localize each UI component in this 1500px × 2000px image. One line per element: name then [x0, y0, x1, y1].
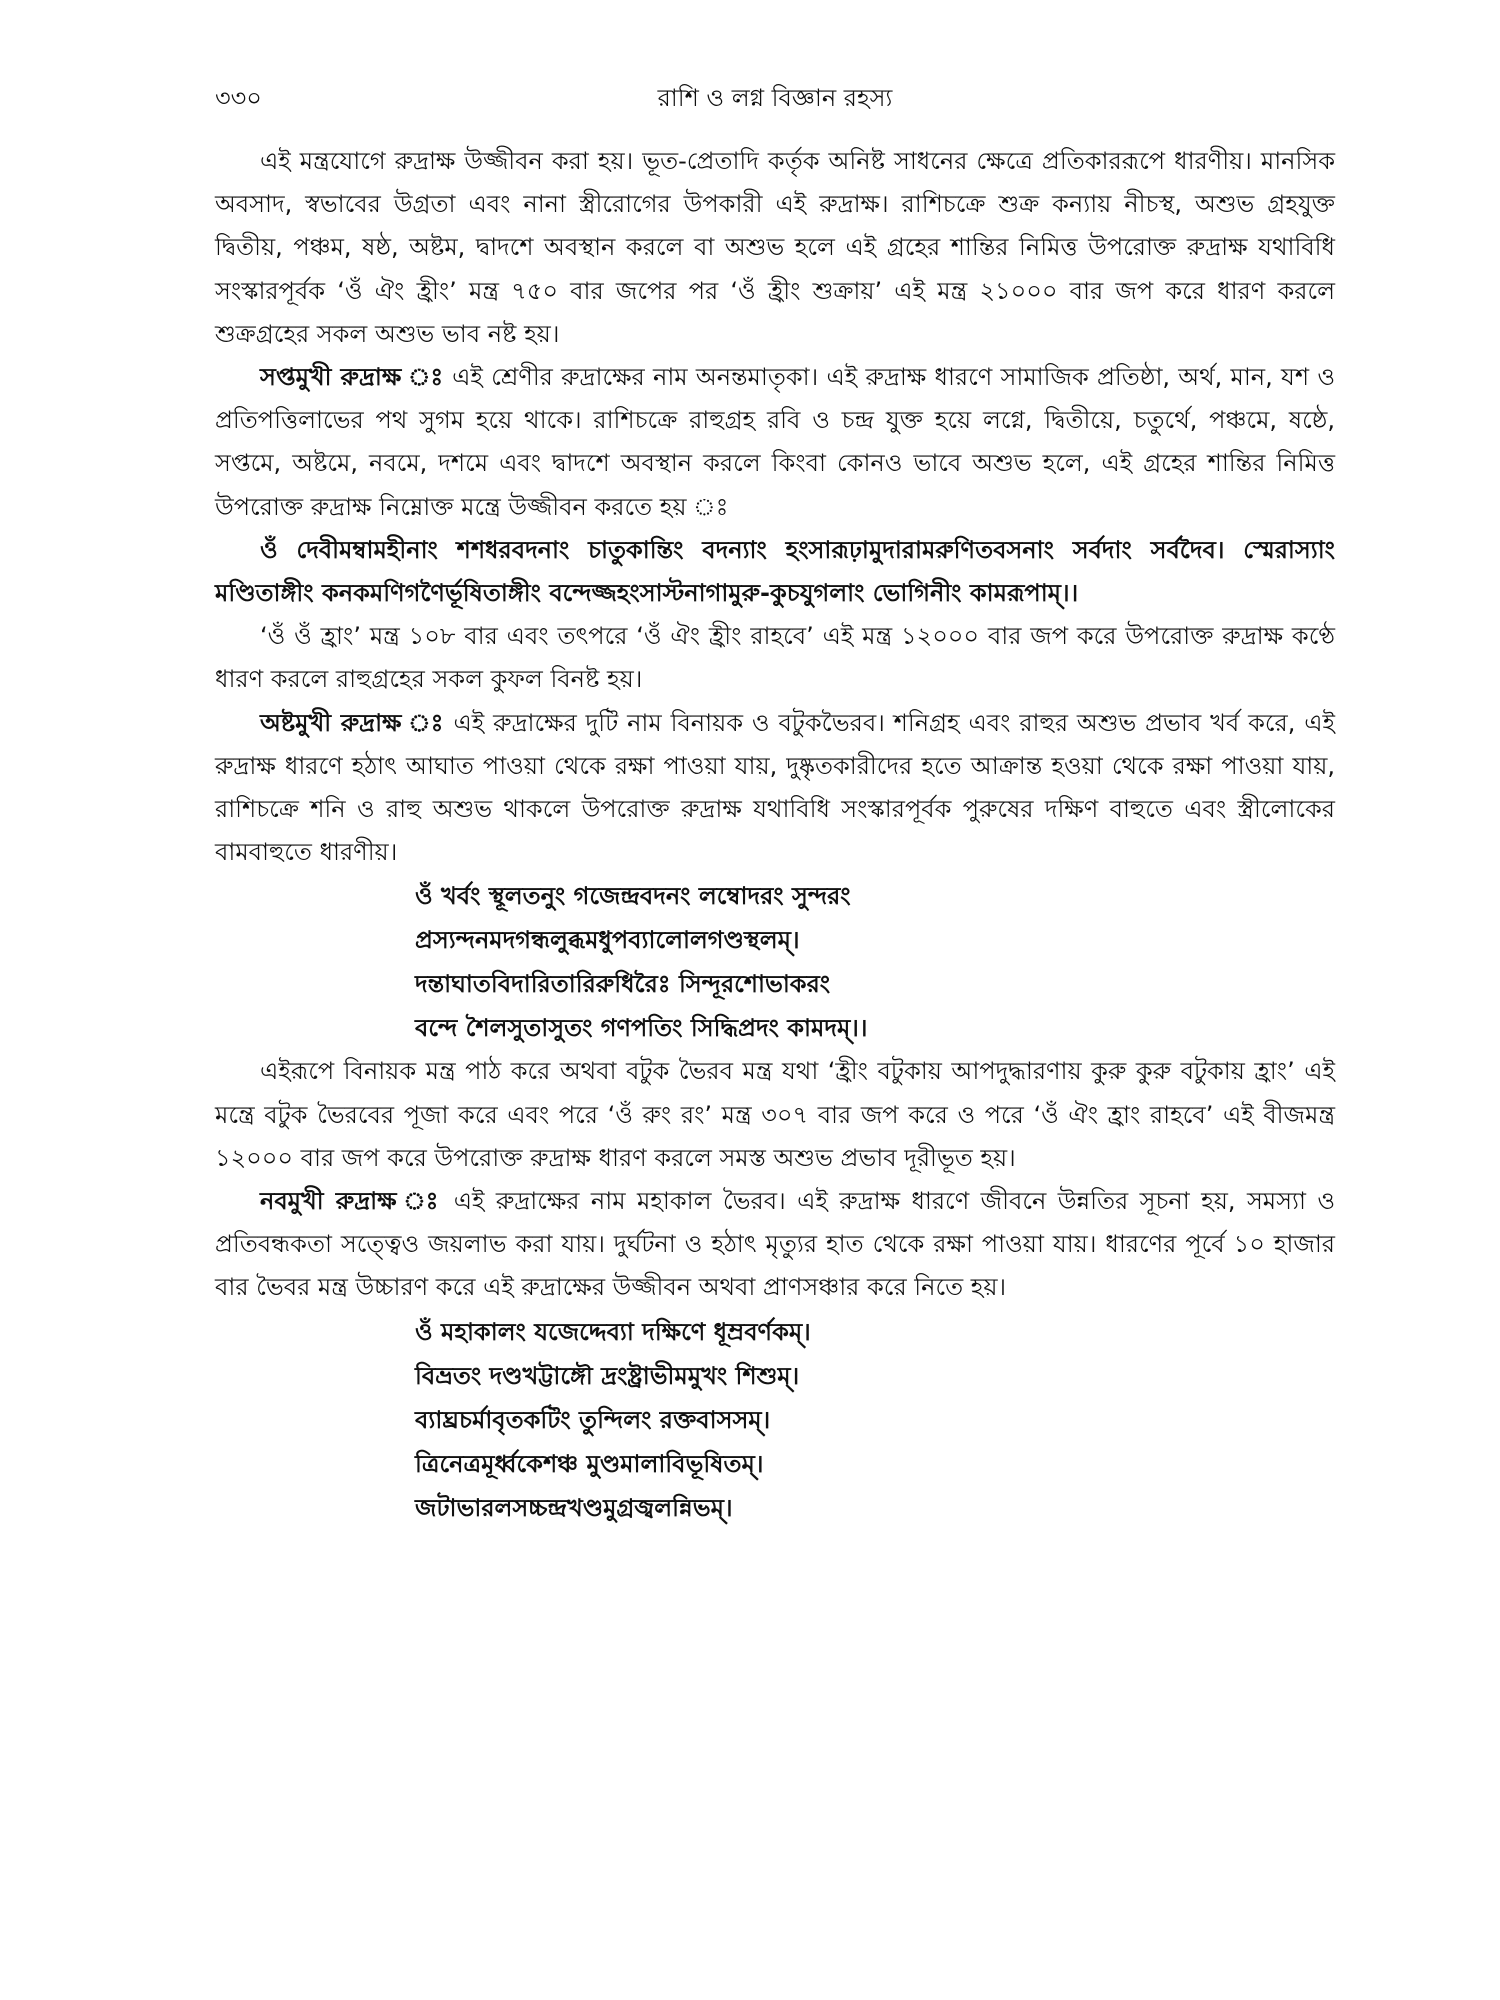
verse-line: প্রস্যন্দনমদগন্ধলুব্ধমধুপব্যালোলগণ্ডস্থলম্।: [415, 926, 800, 955]
section-text: এই শ্রেণীর রুদ্রাক্ষের নাম অনন্তমাতৃকা। এই রুদ্রাক্ষ ধারণে সামাজিক প্রতিষ্ঠা, অর্থ, মান, যশ ও প্রতিপত্তিলাভের পথ সুগম হয়ে থাকে। রাশিচক্রে রাহুগ্রহ রবি ও চন্দ্র যুক্ত হয়ে লগ্নে, দ্বিতীয়ে, চতুর্থে, পঞ্চমে, ষষ্ঠে, সপ্তমে, অষ্টমে, নবমে, দশমে এবং দ্বাদশে অবস্থান করলে কিংবা কোনও ভাবে অশুভ হলে, এই গ্রহের শান্তির নিমিত্ত উপরোক্ত রুদ্রাক্ষ নিম্নোক্ত মন্ত্রে উজ্জীবন করতে হয় ঃ: [215, 363, 1335, 521]
paragraph-rahu: ‘ওঁ ওঁ হ্রাং’ মন্ত্র ১০৮ বার এবং তৎপরে ‘ওঁ ঐং হ্রীং রাহবে’ এই মন্ত্র ১২০০০ বার জপ করে উপরোক্ত রুদ্রাক্ষ কণ্ঠে ধারণ করলে রাহুগ্রহের সকল কুফল বিনষ্ট হয়।: [215, 622, 1335, 694]
page-number: ৩৩০: [215, 84, 262, 112]
paragraph-intro: এই মন্ত্রযোগে রুদ্রাক্ষ উজ্জীবন করা হয়। ভূত-প্রেতাদি কর্তৃক অনিষ্ট সাধনের ক্ষেত্রে প্রতিকাররূপে ধারণীয়। মানসিক অবসাদ, স্বভাবের উগ্রতা এবং নানা স্ত্রীরোগের উপকারী এই রুদ্রাক্ষ। রাশিচক্রে শুক্র কন্যায় নীচস্থ, অশুভ গ্রহযুক্ত দ্বিতীয়, পঞ্চম, ষষ্ঠ, অষ্টম, দ্বাদশে অবস্থান করলে বা অশুভ হলে এই গ্রহের শান্তির নিমিত্ত উপরোক্ত রুদ্রাক্ষ যথাবিধি সংস্কারপূর্বক ‘ওঁ ঐং হ্রীং’ মন্ত্র ৭৫০ বার জপের পর ‘ওঁ হ্রীং শুক্রায়’ এই মন্ত্র ২১০০০ বার জপ করে ধারণ করলে শুক্রগ্রহের সকল অশুভ ভাব নষ্ট হয়।: [215, 147, 1335, 348]
verse-line: ওঁ খর্বং স্থূলতনুং গজেন্দ্রবদনং লম্বোদরং সুন্দরং: [415, 882, 851, 911]
section-nine-mukhi: [215, 1180, 1335, 1310]
verse-ganapati: [415, 874, 1335, 1050]
verse-mahakal: [415, 1310, 1335, 1530]
section-eight-mukhi: [215, 702, 1335, 875]
verse-line: বন্দে শৈলসুতাসুতং গণপতিং সিদ্ধিপ্রদং কামদম্।।: [415, 1014, 868, 1043]
page-header: [215, 80, 1335, 120]
section-text: এই রুদ্রাক্ষের নাম মহাকাল ভৈরব। এই রুদ্রাক্ষ ধারণে জীবনে উন্নতির সূচনা হয়, সমস্যা ও প্রতিবন্ধকতা সত্ত্বেও জয়লাভ করা যায়। দুর্ঘটনা ও হঠাৎ মৃত্যুর হাত থেকে রক্ষা পাওয়া যায়। ধারণের পূর্বে ১০ হাজার বার ভৈবর মন্ত্র উচ্চারণ করে এই রুদ্রাক্ষের উজ্জীবন অথবা প্রাণসঞ্চার করে নিতে হয়।: [215, 1187, 1336, 1302]
paragraph-vinayak: এইরূপে বিনায়ক মন্ত্র পাঠ করে অথবা বটুক ভৈরব মন্ত্র যথা ‘হ্রীং বটুকায় আপদুদ্ধারণায় কুরু কুরু বটুকায় হ্রাং’ এই মন্ত্রে বটুক ভৈরবের পূজা করে এবং পরে ‘ওঁ রুং রং’ মন্ত্র ৩০৭ বার জপ করে ও পরে ‘ওঁ ঐং হ্রাং রাহবে’ এই বীজমন্ত্র ১২০০০ বার জপ করে উপরোক্ত রুদ্রাক্ষ ধারণ করলে সমস্ত অশুভ প্রভাব দূরীভূত হয়।: [215, 1057, 1335, 1172]
page-body: [215, 140, 1335, 1530]
section-seven-mukhi: [215, 356, 1335, 529]
verse-line: দন্তাঘাতবিদারিতারিরুধিরৈঃ সিন্দূরশোভাকরং: [415, 970, 831, 999]
verse-line: বিভ্রতং দণ্ডখট্টাঙ্গৌ দ্রংষ্ট্রাভীমমুখং শিশুম্।: [415, 1361, 800, 1390]
section-heading: অষ্টমুখী রুদ্রাক্ষ ঃ: [260, 708, 445, 737]
section-heading: নবমুখী রুদ্রাক্ষ ঃ: [260, 1187, 443, 1216]
verse-line: ব্যাঘ্রচর্মাবৃতকটিং তুন্দিলং রক্তবাসসম্।: [415, 1405, 771, 1434]
section-heading: সপ্তমুখী রুদ্রাক্ষ ঃ: [260, 363, 444, 392]
running-title: রাশি ও লগ্ন বিজ্ঞান রহস্য: [657, 84, 893, 112]
verse-line: জটাভারলসচ্চন্দ্রখণ্ডমুগ্রজ্বলন্নিভম্।: [415, 1493, 733, 1522]
verse-line: ওঁ মহাকালং যজেদ্দেব্যা দক্ষিণে ধূম্রবর্ণকম্।: [415, 1317, 811, 1346]
section-text: এই রুদ্রাক্ষের দুটি নাম বিনায়ক ও বটুকভৈরব। শনিগ্রহ এবং রাহুর অশুভ প্রভাব খর্ব করে, এই রুদ্রাক্ষ ধারণে হঠাৎ আঘাত পাওয়া থেকে রক্ষা পাওয়া যায়, দুষ্কৃতকারীদের হতে আক্রান্ত হওয়া থেকে রক্ষা পাওয়া যায়, রাশিচক্রে শনি ও রাহু অশুভ থাকলে উপরোক্ত রুদ্রাক্ষ যথাবিধি সংস্কারপূর্বক পুরুষের দক্ষিণ বাহুতে এবং স্ত্রীলোকের বামবাহুতে ধারণীয়।: [215, 708, 1335, 867]
mantra-paragraph: ওঁ দেবীমম্বামহীনাং শশধরবদনাং চাতুকান্তিং বদন্যাং হংসারূঢ়ামুদারামরুণিতবসনাং সর্বদাং সর্বদৈব। স্মেরাস্যাং মণ্ডিতাঙ্গীং কনকমণিগণৈর্ভূষিতাঙ্গীং বন্দেজ্জহংসাস্টনাগামুরু-কুচযুগলাং ভোগিনীং কামরূপাম্।।: [215, 535, 1335, 608]
verse-line: ত্রিনেত্রমূর্ধ্বকেশঞ্চ মুণ্ডমালাবিভূষিতম্।: [415, 1449, 764, 1478]
